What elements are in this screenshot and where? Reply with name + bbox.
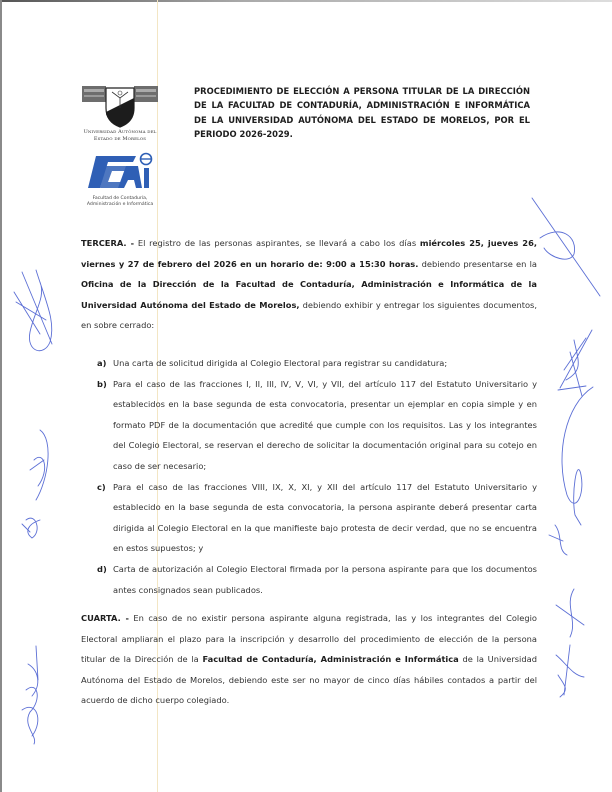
faculty-name-line2: Administración e Informática	[86, 202, 154, 207]
requirement-label: d)	[97, 563, 107, 574]
registration-dates: miércoles 25, jueves 26, viernes y 27 de febrero del 2026 en un horario de: 9:00 a 15:30 horas.	[81, 238, 537, 269]
fcaei-logo-icon	[86, 152, 156, 194]
requirement-text: Carta de autorización al Colegio Electoral firmada por la persona aspirante para que los documentos antes consignados sean publicados.	[113, 563, 537, 595]
clause-tercera-text: El registro de las personas aspirantes, se llevará a cabo los días	[134, 238, 420, 248]
document-title: PROCEDIMIENTO DE ELECCIÓN A PERSONA TITULAR DE LA DIRECCIÓN DE LA FACULTAD DE CONTADURÍA, ADMINISTRACIÓN E INFORMÁTICA DE LA UNIVERSIDAD AUTÓNOMA DEL ESTADO DE MORELOS, POR EL PERIODO 2026-2029.	[194, 86, 530, 140]
requirement-label: a)	[97, 358, 107, 368]
clause-cuarta-text: de la Universidad Autónoma del Estado de Morelos, debiendo este ser no mayor de cinco días hábiles contados a partir del acuerdo de dicho cuerpo colegiado.	[81, 654, 537, 706]
clause-cuarta-label: CUARTA. -	[81, 613, 129, 623]
requirement-label: c)	[97, 481, 106, 492]
requirement-label: b)	[97, 378, 107, 389]
registration-office: Oficina de la Dirección de la Facultad de Contaduría, Administración e Informática de la Universidad Autónoma del Estado de Morelos,	[81, 279, 537, 310]
signature-left-3	[8, 640, 63, 754]
page-left-edge	[0, 0, 2, 792]
signature-right-3	[545, 385, 600, 564]
signature-right-4	[550, 585, 590, 709]
faculty-name	[70, 196, 170, 208]
clause-tercera	[81, 233, 537, 336]
requirement-item	[97, 477, 537, 559]
requirement-text: Para el caso de las fracciones I, II, III, IV, V, VI, y VII, del artículo 117 del Estatuto Universitario y establecidos en la base segunda de esta convocatoria, presentar un ejemplar en copia simple y en formato PDF de la documentación que acredité que cumple con los requisitos. Las y los integrantes del Colegio Electoral, se reservan el derecho de solicitar la documentación original para su cotejo en caso de ser necesario;	[113, 378, 537, 471]
requirement-item	[97, 559, 537, 600]
page-top-edge	[0, 0, 612, 2]
signature-right-1	[530, 196, 605, 310]
signature-left-2	[10, 420, 65, 544]
requirement-item	[97, 353, 537, 374]
requirement-item	[97, 374, 537, 477]
clause-tercera-text: debiendo exhibir y entregar los siguientes documentos, en sobre cerrado:	[81, 299, 537, 331]
requirement-text: Para el caso de las fracciones VIII, IX, X, XI, y XII del artículo 117 del Estatuto Universitario y establecido en la base segunda de esta convocatoria, la persona aspirante deberá presentar carta dirigida al Colegio Electoral en la que manifieste bajo protesta de decir verdad, que no se encuentra en estos supuestos; y	[113, 481, 537, 554]
clause-tercera-text: debiendo presentarse en la	[418, 258, 537, 269]
university-name-line2: Estado de Morelos	[93, 135, 147, 142]
university-name-line1: Universidad Autónoma del	[83, 129, 157, 135]
uaem-crest-icon	[82, 84, 158, 128]
university-name	[70, 129, 170, 142]
clause-tercera-label: TERCERA. -	[81, 238, 135, 248]
faculty-name-line1: Facultad de Contaduría,	[92, 196, 148, 201]
signature-left-1	[6, 262, 66, 361]
clause-cuarta	[81, 608, 537, 711]
faculty-name-bold: Facultad de Contaduría, Administración e Informática	[202, 654, 459, 665]
requirements-list	[97, 353, 537, 600]
clause-cuarta-text: En caso de no existir persona aspirante alguna registrada, las y los integrantes del Colegio Electoral ampliaran el plazo para la inscripción y desarrollo del procedimiento de elección de la persona titular de la Dirección de la	[81, 613, 537, 665]
requirement-text: Una carta de solicitud dirigida al Colegio Electoral para registrar su candidatura;	[113, 358, 448, 368]
